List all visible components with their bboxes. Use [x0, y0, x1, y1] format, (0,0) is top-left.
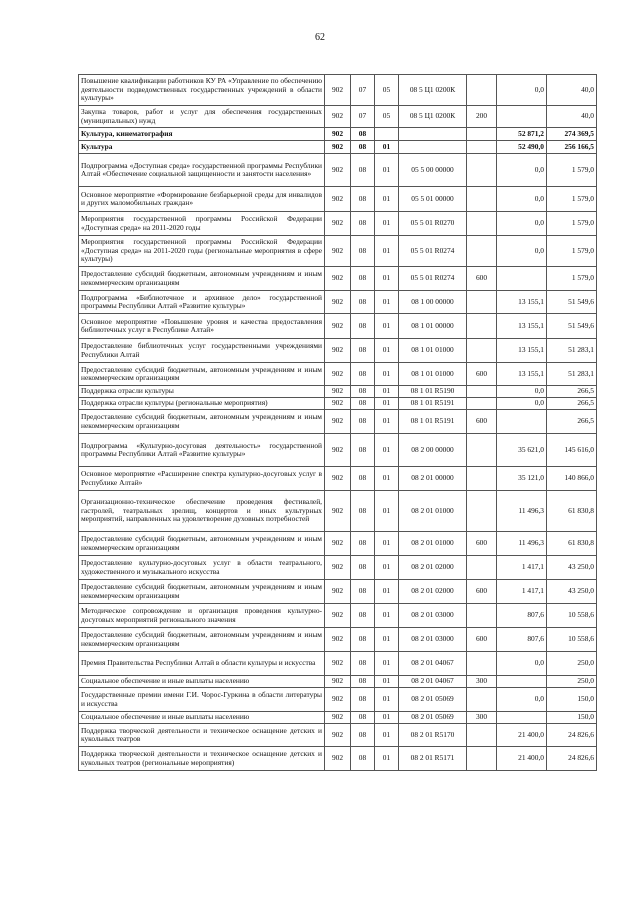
table-row: [79, 267, 597, 291]
row-name: Предоставление субсидий бюджетным, автономным учреждениям и иным некоммерческим организациям: [79, 267, 325, 291]
row-name: Предоставление библиотечных услуг государственными учреждениями Республики Алтай: [79, 339, 325, 363]
row-name: Поддержка творческой деятельности и техническое оснащение детских и кукольных театров: [79, 724, 325, 747]
row-section-code: 08: [351, 652, 375, 676]
table-row: [79, 141, 597, 154]
row-amount-2: 266,5: [547, 398, 597, 410]
table-row: [79, 187, 597, 212]
row-subsection-code: 01: [375, 747, 399, 771]
row-expense-type: [467, 386, 497, 398]
row-target-article: 08 2 01 02000: [399, 580, 467, 604]
row-amount-1: [497, 106, 547, 128]
row-name: Мероприятия государственной программы Российской Федерации «Доступная среда» на 2011-2020 годы (региональные мероприятия в сфере культуры): [79, 236, 325, 267]
row-amount-2: 10 558,6: [547, 628, 597, 652]
row-ministry-code: 902: [325, 628, 351, 652]
row-subsection-code: 01: [375, 291, 399, 314]
row-name: Социальное обеспечение и иные выплаты населению: [79, 676, 325, 688]
table-row: [79, 556, 597, 580]
row-amount-1: 21 400,0: [497, 747, 547, 771]
row-expense-type: [467, 467, 497, 491]
row-amount-1: [497, 267, 547, 291]
row-expense-type: 600: [467, 363, 497, 386]
row-expense-type: 600: [467, 532, 497, 556]
row-subsection-code: 01: [375, 652, 399, 676]
row-subsection-code: 01: [375, 339, 399, 363]
row-name: Поддержка творческой деятельности и техническое оснащение детских и кукольных театров (региональные мероприятия): [79, 747, 325, 771]
row-amount-1: [497, 676, 547, 688]
row-ministry-code: 902: [325, 267, 351, 291]
row-name: Премия Правительства Республики Алтай в области культуры и искусства: [79, 652, 325, 676]
row-target-article: 05 5 01 R0270: [399, 212, 467, 236]
row-amount-2: 51 283,1: [547, 339, 597, 363]
table-row: [79, 154, 597, 187]
row-amount-1: 35 121,0: [497, 467, 547, 491]
row-section-code: 07: [351, 75, 375, 106]
table-row: [79, 652, 597, 676]
row-ministry-code: 902: [325, 212, 351, 236]
row-ministry-code: 902: [325, 556, 351, 580]
row-amount-1: 1 417,1: [497, 556, 547, 580]
table-row: [79, 434, 597, 467]
row-subsection-code: 01: [375, 688, 399, 712]
row-amount-2: 61 830,8: [547, 532, 597, 556]
row-expense-type: [467, 398, 497, 410]
row-section-code: 08: [351, 212, 375, 236]
row-target-article: 08 1 01 00000: [399, 314, 467, 339]
row-amount-2: 43 250,0: [547, 556, 597, 580]
row-name: Подпрограмма «Культурно-досуговая деятельность» государственной программы Республики Алтай «Развитие культуры»: [79, 434, 325, 467]
row-amount-1: 0,0: [497, 236, 547, 267]
row-section-code: 08: [351, 339, 375, 363]
row-expense-type: [467, 434, 497, 467]
row-amount-2: 140 866,0: [547, 467, 597, 491]
row-amount-2: 51 283,1: [547, 363, 597, 386]
row-name: Основное мероприятие «Формирование безбарьерной среды для инвалидов и других маломобильных граждан»: [79, 187, 325, 212]
row-amount-2: 250,0: [547, 676, 597, 688]
row-target-article: 08 5 Ц1 0200К: [399, 106, 467, 128]
row-amount-2: 24 826,6: [547, 724, 597, 747]
table-row: [79, 386, 597, 398]
row-subsection-code: 01: [375, 363, 399, 386]
row-target-article: 08 2 01 03000: [399, 604, 467, 628]
row-amount-2: 250,0: [547, 652, 597, 676]
row-amount-1: 0,0: [497, 688, 547, 712]
table-row: [79, 676, 597, 688]
row-section-code: 08: [351, 676, 375, 688]
row-section-code: 08: [351, 386, 375, 398]
table-row: [79, 212, 597, 236]
row-target-article: 08 1 00 00000: [399, 291, 467, 314]
row-name: Культура, кинематография: [79, 128, 325, 141]
row-name: Подпрограмма «Доступная среда» государственной программы Республики Алтай «Обеспечение социальной защищенности и занятости населения»: [79, 154, 325, 187]
row-ministry-code: 902: [325, 106, 351, 128]
row-section-code: 08: [351, 532, 375, 556]
row-amount-1: 1 417,1: [497, 580, 547, 604]
row-ministry-code: 902: [325, 141, 351, 154]
row-expense-type: 600: [467, 628, 497, 652]
row-section-code: 08: [351, 556, 375, 580]
row-section-code: 08: [351, 398, 375, 410]
table-row: [79, 532, 597, 556]
row-amount-2: 1 579,0: [547, 267, 597, 291]
row-target-article: 05 5 01 R0274: [399, 267, 467, 291]
row-expense-type: 300: [467, 676, 497, 688]
row-section-code: 08: [351, 491, 375, 532]
row-amount-2: 40,0: [547, 75, 597, 106]
row-subsection-code: 01: [375, 314, 399, 339]
row-subsection-code: 01: [375, 267, 399, 291]
row-subsection-code: 01: [375, 580, 399, 604]
row-amount-1: [497, 410, 547, 434]
row-subsection-code: 01: [375, 410, 399, 434]
row-section-code: 08: [351, 434, 375, 467]
row-section-code: 08: [351, 410, 375, 434]
row-ministry-code: 902: [325, 314, 351, 339]
row-name: Основное мероприятие «Повышение уровня и качества предоставления библиотечных услуг в Республике Алтай»: [79, 314, 325, 339]
row-subsection-code: 05: [375, 106, 399, 128]
table-row: [79, 712, 597, 724]
table-row: [79, 236, 597, 267]
row-section-code: 08: [351, 688, 375, 712]
row-amount-2: 40,0: [547, 106, 597, 128]
row-subsection-code: 01: [375, 532, 399, 556]
row-amount-1: 11 496,3: [497, 532, 547, 556]
row-subsection-code: 01: [375, 724, 399, 747]
row-target-article: 08 1 01 01000: [399, 339, 467, 363]
row-expense-type: [467, 236, 497, 267]
row-section-code: 08: [351, 363, 375, 386]
row-expense-type: 300: [467, 712, 497, 724]
row-amount-1: 0,0: [497, 154, 547, 187]
table-row: [79, 467, 597, 491]
row-ministry-code: 902: [325, 410, 351, 434]
row-expense-type: 600: [467, 410, 497, 434]
page-number: 62: [315, 32, 325, 43]
row-amount-2: 150,0: [547, 688, 597, 712]
row-ministry-code: 902: [325, 712, 351, 724]
row-subsection-code: 01: [375, 141, 399, 154]
row-name: Предоставление субсидий бюджетным, автономным учреждениям и иным некоммерческим организациям: [79, 363, 325, 386]
row-amount-2: 1 579,0: [547, 212, 597, 236]
row-amount-2: 150,0: [547, 712, 597, 724]
row-amount-1: 13 155,1: [497, 363, 547, 386]
row-expense-type: [467, 724, 497, 747]
row-amount-2: 1 579,0: [547, 154, 597, 187]
row-target-article: 08 2 00 00000: [399, 434, 467, 467]
row-target-article: 08 2 01 02000: [399, 556, 467, 580]
row-target-article: 08 1 01 R5191: [399, 398, 467, 410]
budget-table: [78, 74, 597, 771]
row-name: Предоставление культурно-досуговых услуг в области театрального, художественного и музыкального искусства: [79, 556, 325, 580]
row-target-article: 08 2 01 05069: [399, 688, 467, 712]
row-amount-1: [497, 712, 547, 724]
row-name: Мероприятия государственной программы Российской Федерации «Доступная среда» на 2011-2020 годы: [79, 212, 325, 236]
row-amount-2: 274 369,5: [547, 128, 597, 141]
row-amount-1: 0,0: [497, 652, 547, 676]
row-subsection-code: 01: [375, 212, 399, 236]
row-amount-1: 13 155,1: [497, 291, 547, 314]
row-ministry-code: 902: [325, 128, 351, 141]
row-section-code: 08: [351, 604, 375, 628]
row-amount-1: 21 400,0: [497, 724, 547, 747]
row-expense-type: [467, 314, 497, 339]
row-amount-2: 51 549,6: [547, 314, 597, 339]
row-target-article: 08 2 01 04067: [399, 676, 467, 688]
table-row: [79, 363, 597, 386]
row-ministry-code: 902: [325, 154, 351, 187]
row-expense-type: [467, 187, 497, 212]
row-expense-type: [467, 604, 497, 628]
row-amount-1: 52 871,2: [497, 128, 547, 141]
row-subsection-code: [375, 128, 399, 141]
row-subsection-code: 01: [375, 434, 399, 467]
row-target-article: 08 2 01 01000: [399, 491, 467, 532]
row-target-article: 08 2 01 04067: [399, 652, 467, 676]
row-name: Подпрограмма «Библиотечное и архивное дело» государственной программы Республики Алтай «Развитие культуры»: [79, 291, 325, 314]
row-name: Поддержка отрасли культуры (региональные мероприятия): [79, 398, 325, 410]
row-section-code: 08: [351, 712, 375, 724]
row-section-code: 07: [351, 106, 375, 128]
table-row: [79, 291, 597, 314]
row-target-article: 08 1 01 01000: [399, 363, 467, 386]
row-target-article: 08 2 01 00000: [399, 467, 467, 491]
row-expense-type: [467, 652, 497, 676]
row-ministry-code: 902: [325, 75, 351, 106]
row-ministry-code: 902: [325, 467, 351, 491]
row-target-article: 08 2 01 01000: [399, 532, 467, 556]
row-amount-1: 11 496,3: [497, 491, 547, 532]
row-name: Закупка товаров, работ и услуг для обеспечения государственных (муниципальных) нужд: [79, 106, 325, 128]
row-target-article: 08 1 01 R5191: [399, 410, 467, 434]
row-amount-1: 52 490,0: [497, 141, 547, 154]
row-ministry-code: 902: [325, 434, 351, 467]
row-expense-type: [467, 75, 497, 106]
row-expense-type: [467, 491, 497, 532]
row-expense-type: [467, 556, 497, 580]
table-row: [79, 106, 597, 128]
table-row: [79, 75, 597, 106]
row-expense-type: [467, 128, 497, 141]
row-amount-1: 0,0: [497, 386, 547, 398]
row-name: Предоставление субсидий бюджетным, автономным учреждениям и иным некоммерческим организациям: [79, 410, 325, 434]
row-subsection-code: 01: [375, 604, 399, 628]
table-row: [79, 688, 597, 712]
row-name: Культура: [79, 141, 325, 154]
row-section-code: 08: [351, 580, 375, 604]
row-name: Предоставление субсидий бюджетным, автономным учреждениям и иным некоммерческим организациям: [79, 532, 325, 556]
row-amount-1: 35 621,0: [497, 434, 547, 467]
row-ministry-code: 902: [325, 652, 351, 676]
table-row: [79, 410, 597, 434]
row-expense-type: [467, 154, 497, 187]
row-subsection-code: 01: [375, 467, 399, 491]
row-ministry-code: 902: [325, 386, 351, 398]
row-expense-type: [467, 747, 497, 771]
row-ministry-code: 902: [325, 339, 351, 363]
row-target-article: 05 5 00 00000: [399, 154, 467, 187]
row-amount-2: 51 549,6: [547, 291, 597, 314]
row-amount-2: 1 579,0: [547, 187, 597, 212]
row-section-code: 08: [351, 628, 375, 652]
row-ministry-code: 902: [325, 724, 351, 747]
row-expense-type: [467, 141, 497, 154]
row-subsection-code: 01: [375, 556, 399, 580]
row-section-code: 08: [351, 467, 375, 491]
row-name: Предоставление субсидий бюджетным, автономным учреждениям и иным некоммерческим организациям: [79, 628, 325, 652]
row-name: Предоставление субсидий бюджетным, автономным учреждениям и иным некоммерческим организациям: [79, 580, 325, 604]
row-section-code: 08: [351, 314, 375, 339]
row-section-code: 08: [351, 187, 375, 212]
table-row: [79, 314, 597, 339]
row-ministry-code: 902: [325, 491, 351, 532]
row-expense-type: [467, 339, 497, 363]
table-row: [79, 604, 597, 628]
row-amount-1: 13 155,1: [497, 314, 547, 339]
table-row: [79, 747, 597, 771]
row-name: Государственные премии имени Г.И. Чорос-Гуркина в области литературы и искусства: [79, 688, 325, 712]
row-ministry-code: 902: [325, 532, 351, 556]
row-subsection-code: 01: [375, 491, 399, 532]
row-subsection-code: 01: [375, 187, 399, 212]
row-target-article: 08 5 Ц1 0200К: [399, 75, 467, 106]
table-row: [79, 398, 597, 410]
row-section-code: 08: [351, 154, 375, 187]
row-amount-1: 807,6: [497, 604, 547, 628]
row-ministry-code: 902: [325, 187, 351, 212]
row-expense-type: 600: [467, 267, 497, 291]
row-amount-2: 1 579,0: [547, 236, 597, 267]
row-expense-type: [467, 688, 497, 712]
row-subsection-code: 05: [375, 75, 399, 106]
row-expense-type: [467, 291, 497, 314]
row-expense-type: 200: [467, 106, 497, 128]
row-amount-1: 0,0: [497, 75, 547, 106]
row-amount-2: 266,5: [547, 410, 597, 434]
row-target-article: 08 1 01 R5190: [399, 386, 467, 398]
row-target-article: [399, 141, 467, 154]
row-amount-2: 10 558,6: [547, 604, 597, 628]
row-target-article: 08 2 01 03000: [399, 628, 467, 652]
row-subsection-code: 01: [375, 236, 399, 267]
row-amount-1: 0,0: [497, 398, 547, 410]
row-name: Поддержка отрасли культуры: [79, 386, 325, 398]
row-target-article: [399, 128, 467, 141]
table-row: [79, 724, 597, 747]
row-name: Повышение квалификации работников КУ РА «Управление по обеспечению деятельности подведомственных государственных учреждений в области культуры»: [79, 75, 325, 106]
row-amount-1: 0,0: [497, 187, 547, 212]
row-amount-1: 807,6: [497, 628, 547, 652]
row-target-article: 05 5 01 R0274: [399, 236, 467, 267]
row-amount-2: 61 830,8: [547, 491, 597, 532]
row-section-code: 08: [351, 291, 375, 314]
table-row: [79, 580, 597, 604]
row-amount-1: 13 155,1: [497, 339, 547, 363]
row-subsection-code: 01: [375, 676, 399, 688]
row-name: Социальное обеспечение и иные выплаты населению: [79, 712, 325, 724]
row-ministry-code: 902: [325, 604, 351, 628]
row-target-article: 08 2 01 R5171: [399, 747, 467, 771]
row-name: Основное мероприятие «Расширение спектра культурно-досуговых услуг в Республике Алтай»: [79, 467, 325, 491]
row-name: Методическое сопровождение и организация проведения культурно-досуговых мероприятий регионального значения: [79, 604, 325, 628]
row-expense-type: [467, 212, 497, 236]
row-subsection-code: 01: [375, 628, 399, 652]
row-subsection-code: 01: [375, 386, 399, 398]
row-subsection-code: 01: [375, 712, 399, 724]
row-target-article: 05 5 01 00000: [399, 187, 467, 212]
row-name: Организационно-техническое обеспечение проведения фестивалей, гастролей, театральных зрелищ, концертов и иных культурных мероприятий, направленных на удовлетворение духовных потребностей: [79, 491, 325, 532]
row-ministry-code: 902: [325, 747, 351, 771]
row-section-code: 08: [351, 236, 375, 267]
table-row: [79, 491, 597, 532]
table-row: [79, 628, 597, 652]
row-ministry-code: 902: [325, 236, 351, 267]
row-amount-2: 266,5: [547, 386, 597, 398]
row-ministry-code: 902: [325, 688, 351, 712]
row-subsection-code: 01: [375, 154, 399, 187]
table-row: [79, 339, 597, 363]
row-amount-2: 24 826,6: [547, 747, 597, 771]
row-subsection-code: 01: [375, 398, 399, 410]
row-ministry-code: 902: [325, 363, 351, 386]
row-amount-2: 256 166,5: [547, 141, 597, 154]
row-ministry-code: 902: [325, 398, 351, 410]
row-ministry-code: 902: [325, 580, 351, 604]
row-section-code: 08: [351, 267, 375, 291]
row-expense-type: 600: [467, 580, 497, 604]
row-target-article: 08 2 01 R5170: [399, 724, 467, 747]
row-amount-2: 145 616,0: [547, 434, 597, 467]
row-section-code: 08: [351, 141, 375, 154]
row-section-code: 08: [351, 747, 375, 771]
row-target-article: 08 2 01 05069: [399, 712, 467, 724]
row-section-code: 08: [351, 724, 375, 747]
row-section-code: 08: [351, 128, 375, 141]
row-ministry-code: 902: [325, 676, 351, 688]
table-row: [79, 128, 597, 141]
row-amount-1: 0,0: [497, 212, 547, 236]
row-ministry-code: 902: [325, 291, 351, 314]
row-amount-2: 43 250,0: [547, 580, 597, 604]
